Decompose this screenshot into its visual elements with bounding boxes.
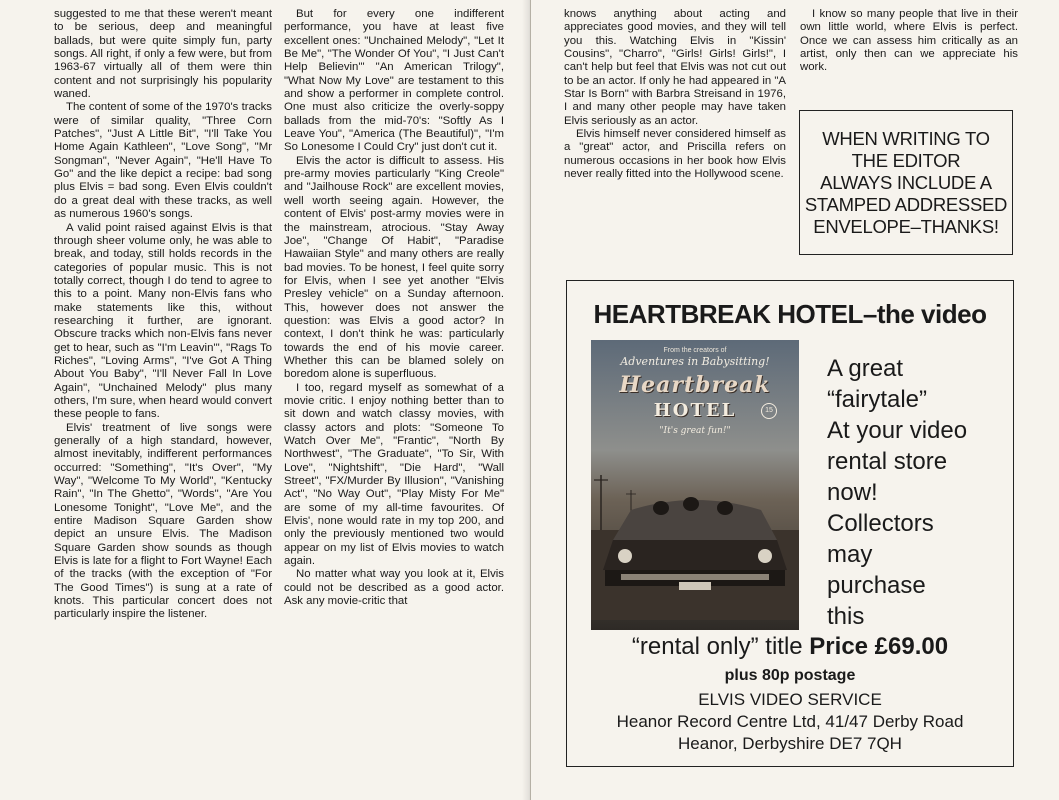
ad-price-line	[567, 633, 1013, 661]
video-cover-image	[591, 340, 799, 630]
article-column-2	[284, 8, 504, 608]
paragraph: knows anything about acting and appreciates good movies, and they will tell you this. Watching Elvis in "Kissin' Cousins", "Charro", "Girls! Girls! Girls!", I can't help but feel that Elvis was not cut out to be an actor. If only he had appeared in "A Star Is Born" with Barbra Streisand in 1976, I and many other people may have taken Elvis seriously as an actor.	[564, 8, 786, 127]
postage-line: plus 80p postage	[724, 667, 856, 684]
paragraph: I know so many people that live in their own little world, where Elvis is perfect. Once we can assess him critically as an artist, only then can we appreciate his work.	[800, 8, 1018, 74]
paragraph: Elvis himself never considered himself as a "great" actor, and Priscilla refers on numerous occasions in her book how Elvis never really fitted into the Hollywood scene.	[564, 128, 786, 181]
cover-subtitle: From the creators of	[663, 347, 727, 354]
article-column-1	[54, 8, 272, 622]
video-advertisement	[566, 280, 1014, 767]
price-prefix: “rental only” title	[631, 633, 810, 660]
cover-title-hotel: HOTEL	[653, 400, 737, 421]
car-illustration	[591, 470, 799, 620]
article-column-3	[564, 8, 786, 181]
paragraph: Elvis the actor is difficult to assess. His pre-army movies particularly "King Creole" and "Jailhouse Rock" are excellent movies, well worth seeing again. However, the content of Elvis' post-army movies were in the mainstream, atrocious. "Stay Away Joe", "Change Of Habit", "Paradise Hawaiian Style" and many others are really bad movies. To be honest, I feel quite sorry for Elvis, when I see yet another "Elvis Presley vehicle" on a Sunday afternoon. This, however does not answer the question: was Elvis a good actor? In context, I don't think he was: particularly towards the end of his movie career. Whether this can be blamed solely on boredom alone is superfluous.	[284, 154, 504, 381]
cover-subtitle-2: Adventures in Babysitting!	[620, 355, 770, 368]
rating-badge: 15	[761, 403, 777, 419]
paragraph: suggested to me that these weren't meant to be serious, deep and meaningful ballads, but were quite simply fun, party songs. All right, if only a few were, but from 1963-67 virtually all of them were thin content and not surprisingly his popularity waned.	[54, 8, 272, 101]
paragraph: The content of some of the 1970's tracks were of similar quality, "Three Corn Patches", "Just A Little Bit", "I'll Take You Home Again Kathleen", "Love Song", "Mr Songman", "Never Again", "He'll Have To Go" and the like depict a recipe: bad song plus Elvis = bad song. Even Elvis couldn't do a great deal with these tracks, as well as numerous 1960's songs.	[54, 101, 272, 221]
ad-copy-text: A great “fairytale” At your video rental store now! Collectors may purchase this	[827, 355, 968, 630]
cover-title-heartbreak: Heartbreak	[619, 372, 771, 398]
cover-tagline: "It's great fun!"	[659, 426, 731, 436]
paragraph: But for every one indifferent performance, you have at least five excellent ones: "Unchained Melody", "Let It Be Me", "The Wonder Of You", "I Just Can't Help Believin'" "An American Trilogy", "What Now My Love" are testament to this and show a performer in complete control. One must also criticize the overly-soppy ballads from the mid-70's: "Softly As I Leave You", "America (The Beautiful)", "I'm So Lonesome I Could Cry" just don't cut it.	[284, 8, 504, 154]
editor-notice-box	[799, 110, 1013, 255]
service-name: ELVIS VIDEO SERVICE	[698, 690, 882, 709]
paragraph: No matter what way you look at it, Elvis could not be described as a good actor. Ask any movie-critic that	[284, 568, 504, 608]
service-address	[567, 689, 1013, 755]
ad-title: HEARTBREAK HOTEL–the video	[593, 299, 987, 329]
address-line-2: Heanor, Derbyshire DE7 7QH	[678, 734, 902, 753]
price-value: Price £69.00	[809, 633, 949, 660]
paragraph: I too, regard myself as somewhat of a movie critic. I enjoy nothing better than to sit down and watch classy movies, with classy actors and plots: "Someone To Watch Over Me", "Frantic", "North By Northwest", "The Graduate", "To Sir, With Love", "Nightshift", "Die Hard", "Wall Street", "FX/Murder By Illusion", "Vanishing Act", "No Way Out", "Play Misty For Me" are some of my all-time favourites. Of Elvis', none would rate in my top 200, and only the previously mentioned two would appear on my list of Elvis movies to watch again.	[284, 381, 504, 568]
paragraph: A valid point raised against Elvis is that through sheer volume only, he was able to break, and today, still holds records in the categories of popular music. This is not totally correct, though I do tend to agree to this to a point. Many non-Elvis fans who make statements like this, without researching it further, are ignorant. Obscure tracks which non-Elvis fans never get to hear, such as "I'm Leavin'", "Rags To Riches", "Loving Arms", "I've Got A Thing About You Baby", "I'll Never Fall In Love Again", "Unchained Melody" plus many others, I'm sure, when heard would convert these people to fans.	[54, 221, 272, 421]
editor-notice-text: WHEN WRITING TO THE EDITOR ALWAYS INCLUDE A STAMPED ADDRESSED ENVELOPE–THANKS!	[804, 127, 1008, 237]
address-line-1: Heanor Record Centre Ltd, 41/47 Derby Road	[616, 712, 964, 731]
paragraph: Elvis' treatment of live songs were generally of a high standard, however, almost inevitably, indifferent performances occurred: "Something", "It's Over", "My Way", "Welcome To My World", "Kentucky Rain", "In The Ghetto", "Words", "Are You Lonesome Tonight", "Love Me", and the entire Madison Square Garden show depict an unsure Elvis. The Madison Square Garden show sounds as though Elvis is late for a flight to Fort Wayne! Each of the tracks (with the exception of "For The Good Times") is sung at a rate of knots. This particular concert does not particularly inspire the listener.	[54, 421, 272, 621]
article-column-4	[800, 8, 1018, 75]
